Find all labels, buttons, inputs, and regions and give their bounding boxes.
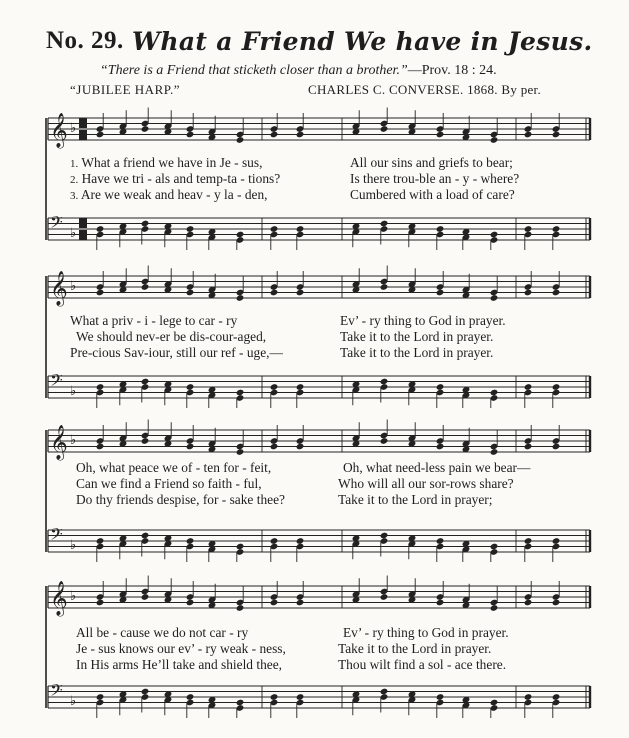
note-head xyxy=(296,383,305,391)
flat-icon: ♭ xyxy=(70,433,77,448)
lyric-line: We should nev-er be dis-cour-aged, xyxy=(76,329,267,344)
flat-icon: ♭ xyxy=(70,694,77,709)
flat-icon: ♭ xyxy=(70,538,77,553)
note-head xyxy=(436,537,445,545)
note-head xyxy=(296,693,305,701)
note-head xyxy=(96,383,105,391)
note-head xyxy=(141,688,150,696)
lyric-line: 2. Have we tri - als and temp-ta - tions? xyxy=(70,171,281,186)
note-head xyxy=(141,532,150,540)
lyric-line: Je - sus knows our ev’ - ry weak - ness, xyxy=(76,641,286,656)
time-signature-icon xyxy=(79,218,87,228)
note-head xyxy=(96,225,105,233)
lyric-line: Ev’ - ry thing to God in prayer. xyxy=(343,625,509,640)
note-head xyxy=(296,225,305,233)
treble-clef-icon: 𝄞 xyxy=(50,271,68,306)
bass-clef-icon: 𝄢 xyxy=(50,524,63,548)
note-head xyxy=(236,699,245,707)
note-head xyxy=(141,378,150,386)
epigraph xyxy=(100,63,497,79)
treble-clef-icon: 𝄞 xyxy=(50,581,68,616)
lyric-line: Do thy friends despise, for - sake thee? xyxy=(76,492,285,507)
bass-clef-icon: 𝄢 xyxy=(50,370,63,394)
note-head xyxy=(186,383,195,391)
note-head xyxy=(96,537,105,545)
hymn-title: What a Friend We have in Jesus. xyxy=(132,27,593,56)
note-head xyxy=(552,225,561,233)
note-head xyxy=(380,220,389,228)
lyric-line: Take it to the Lord in prayer. xyxy=(340,345,494,360)
lyric-line: What a priv - i - lege to car - ry xyxy=(70,313,238,328)
lyric-line: Take it to the Lord in prayer. xyxy=(338,641,492,656)
note-head xyxy=(186,693,195,701)
treble-clef-icon: 𝄞 xyxy=(50,425,68,460)
epigraph-quote: “There is a Friend that sticketh closer than a brother.” xyxy=(100,63,408,78)
lyric-line: Ev’ - ry thing to God in prayer. xyxy=(340,313,506,328)
note-head xyxy=(380,378,389,386)
composer-credit: CHARLES C. CONVERSE. 1868. By per. xyxy=(308,82,542,97)
note-head xyxy=(236,231,245,239)
note-head xyxy=(236,543,245,551)
note-head xyxy=(436,225,445,233)
epigraph-reference: —Prov. 18 : 24. xyxy=(407,63,497,78)
note-head xyxy=(490,699,499,707)
lyric-line: Oh, what peace we of - ten for - feit, xyxy=(76,460,272,475)
note-head xyxy=(236,389,245,397)
note-head xyxy=(380,532,389,540)
lyric-line: Pre-cious Sav-iour, still our ref - uge,— xyxy=(70,345,283,360)
note-head xyxy=(270,693,279,701)
lyric-line: Oh, what need-less pain we bear— xyxy=(343,460,531,475)
lyric-line: All our sins and griefs to bear; xyxy=(350,155,513,170)
note-head xyxy=(490,543,499,551)
bass-clef-icon: 𝄢 xyxy=(50,680,63,704)
note-head xyxy=(524,225,533,233)
note-head xyxy=(552,693,561,701)
flat-icon: ♭ xyxy=(70,121,77,136)
lyric-line: Take it to the Lord in prayer. xyxy=(340,329,494,344)
lyric-line: 1. What a friend we have in Je - sus, xyxy=(70,155,263,170)
treble-clef-icon: 𝄞 xyxy=(50,113,68,148)
note-head xyxy=(270,225,279,233)
note-head xyxy=(96,693,105,701)
note-head xyxy=(490,389,499,397)
flat-icon: ♭ xyxy=(70,589,77,604)
note-head xyxy=(524,383,533,391)
lyric-line: Cumbered with a load of care? xyxy=(350,187,515,202)
flat-icon: ♭ xyxy=(70,279,77,294)
note-head xyxy=(552,383,561,391)
bass-clef-icon: 𝄢 xyxy=(50,212,63,236)
lyric-line: Is there trou-ble an - y - where? xyxy=(350,171,520,186)
note-head xyxy=(524,537,533,545)
lyric-line: All be - cause we do not car - ry xyxy=(76,625,249,640)
lyric-line: Can we find a Friend so faith - ful, xyxy=(76,476,262,491)
note-head xyxy=(270,383,279,391)
note-head xyxy=(436,383,445,391)
note-head xyxy=(186,537,195,545)
note-head xyxy=(490,231,499,239)
hymn-number: No. 29. xyxy=(46,27,124,54)
time-signature-icon xyxy=(79,118,87,128)
tune-source: “JUBILEE HARP.” xyxy=(70,82,181,97)
flat-icon: ♭ xyxy=(70,226,77,241)
note-head xyxy=(296,537,305,545)
lyric-line: Take it to the Lord in prayer; xyxy=(338,492,493,507)
lyric-line: 3. Are we weak and heav - y la - den, xyxy=(70,187,268,202)
note-head xyxy=(552,537,561,545)
flat-icon: ♭ xyxy=(70,384,77,399)
note-head xyxy=(436,693,445,701)
note-head xyxy=(141,220,150,228)
lyric-line: Who will all our sor-rows share? xyxy=(338,476,514,491)
note-head xyxy=(524,693,533,701)
lyric-line: In His arms He’ll take and shield thee, xyxy=(76,657,283,672)
note-head xyxy=(270,537,279,545)
note-head xyxy=(380,688,389,696)
note-head xyxy=(186,225,195,233)
lyric-line: Thou wilt find a sol - ace there. xyxy=(338,657,507,672)
